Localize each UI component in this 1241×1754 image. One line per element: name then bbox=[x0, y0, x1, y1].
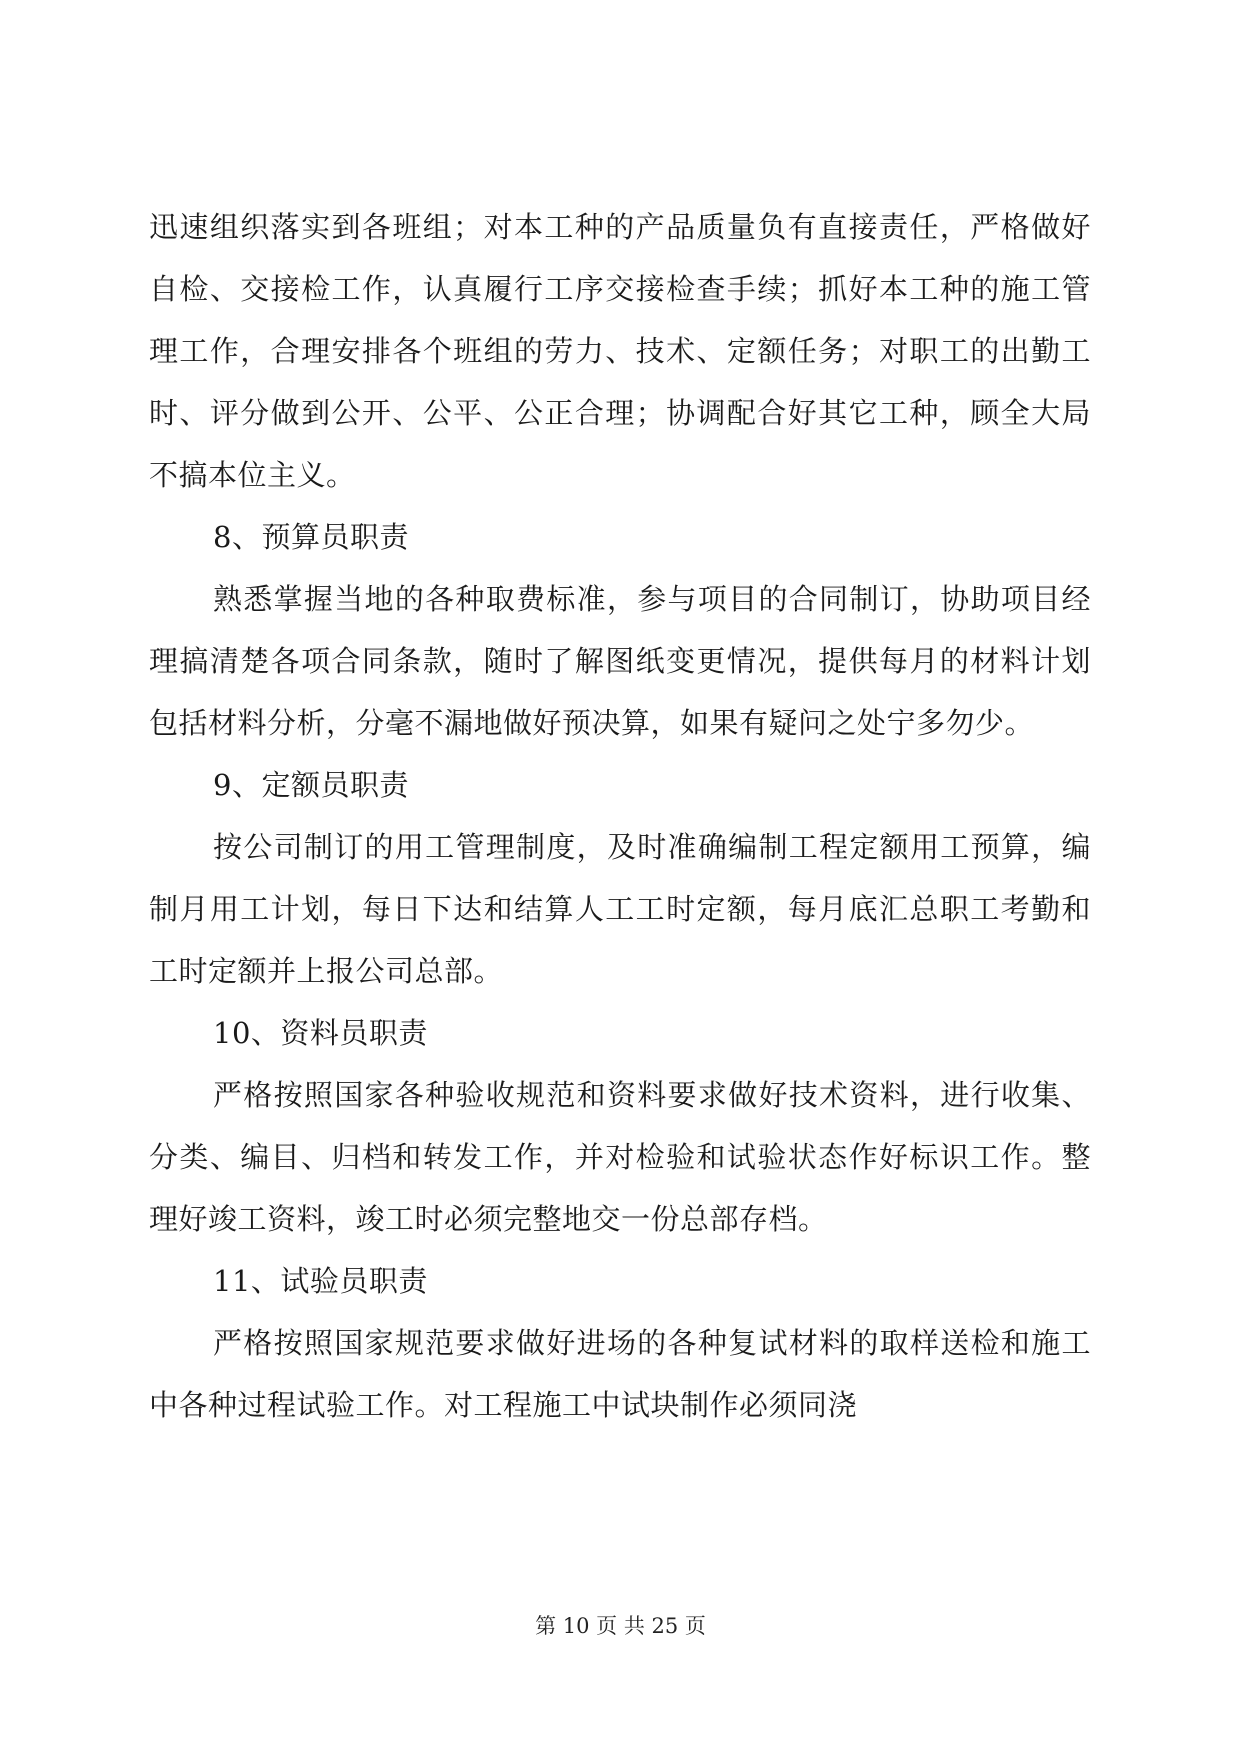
document-body bbox=[149, 196, 1091, 1436]
paragraph-continuation: 迅速组织落实到各班组；对本工种的产品质量负有直接责任，严格做好自检、交接检工作，认真履行工序交接检查手续；抓好本工种的施工管理工作，合理安排各个班组的劳力、技术、定额任务；对职工的出勤工时、评分做到公开、公平、公正合理；协调配合好其它工种，顾全大局不搞本位主义。 bbox=[149, 210, 1091, 492]
section-heading-records: 10、资料员职责 bbox=[213, 1016, 428, 1050]
section-heading-budget: 8、预算员职责 bbox=[213, 520, 409, 554]
page-number-footer: 第 10 页 共 25 页 bbox=[535, 1614, 706, 1638]
section-heading-quota: 9、定额员职责 bbox=[213, 768, 409, 802]
section-heading-testing: 11、试验员职责 bbox=[213, 1264, 428, 1298]
paragraph-records: 严格按照国家各种验收规范和资料要求做好技术资料，进行收集、分类、编目、归档和转发工作，并对检验和试验状态作好标识工作。整理好竣工资料，竣工时必须完整地交一份总部存档。 bbox=[149, 1078, 1091, 1236]
paragraph-quota: 按公司制订的用工管理制度，及时准确编制工程定额用工预算，编制月用工计划，每日下达和结算人工工时定额，每月底汇总职工考勤和工时定额并上报公司总部。 bbox=[149, 830, 1091, 988]
paragraph-testing: 严格按照国家规范要求做好进场的各种复试材料的取样送检和施工中各种过程试验工作。对工程施工中试块制作必须同浇 bbox=[149, 1326, 1091, 1422]
paragraph-budget: 熟悉掌握当地的各种取费标准，参与项目的合同制订，协助项目经理搞清楚各项合同条款，随时了解图纸变更情况，提供每月的材料计划包括材料分析，分毫不漏地做好预决算，如果有疑问之处宁多勿少。 bbox=[149, 582, 1091, 740]
paragraph-block bbox=[149, 196, 1091, 1436]
